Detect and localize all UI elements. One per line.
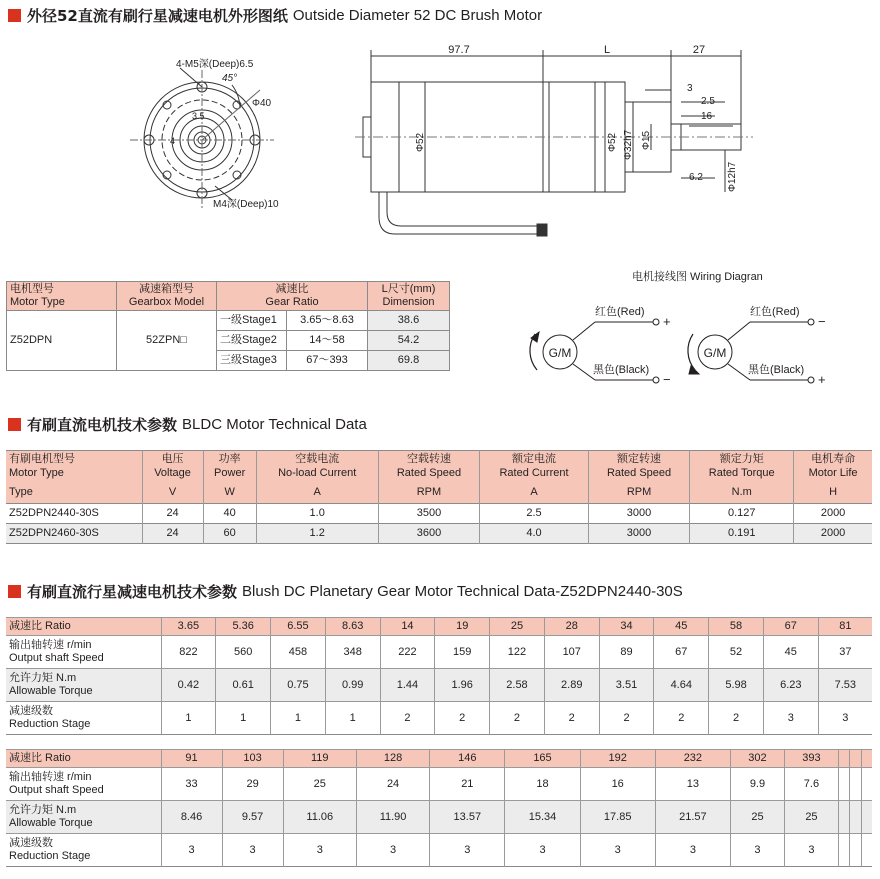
gear-value-cell: 2.58 <box>490 669 545 702</box>
section1-title-en: Outside Diameter 52 DC Brush Motor <box>292 6 543 24</box>
label-pcd: Φ40 <box>252 98 272 109</box>
dim-25: 2.5 <box>701 96 715 107</box>
gear-value-cell: 2 <box>654 702 709 735</box>
motor-symbol-right: G/M <box>703 346 727 360</box>
gear-value-cell: 81 <box>818 618 872 636</box>
gear-value-cell: 37 <box>818 636 872 669</box>
stage-dim: 54.2 <box>368 331 450 351</box>
gear-value-cell: 25 <box>730 801 784 834</box>
gear-value-cell: 58 <box>709 618 764 636</box>
ratio-row <box>6 618 872 636</box>
gear-value-cell: 3 <box>580 834 655 867</box>
label-m4: M4深(Deep)10 <box>213 199 279 210</box>
gear-value-cell: 107 <box>544 636 599 669</box>
dim-gear: L <box>603 44 611 56</box>
unit-cell: H <box>794 481 872 503</box>
section3-title-en: Blush DC Planetary Gear Motor Technical Data-Z52DPN2440-30S <box>242 582 683 600</box>
header-cell: 空载转速 Rated Speed <box>378 451 479 482</box>
gear-value-cell: 560 <box>216 636 271 669</box>
gear-value-cell: 0.61 <box>216 669 271 702</box>
table-row <box>6 523 872 543</box>
unit-cell: A <box>256 481 378 503</box>
header-gearbox: 减速箱型号 Gearbox Model <box>117 282 217 311</box>
unit-cell: N.m <box>690 481 794 503</box>
gear-value-cell: 1 <box>271 702 326 735</box>
header-cell: 电机寿命 Motor Life <box>794 451 872 482</box>
gear-value-cell: 393 <box>784 750 838 768</box>
gear-value-cell: 45 <box>763 636 818 669</box>
cell: 3500 <box>378 503 479 523</box>
section1-title-cn: 外径52直流有刷行星减速电机外形图纸 <box>27 6 288 25</box>
gear-value-cell: 2 <box>544 702 599 735</box>
header-motor-type: 电机型号 Motor Type <box>7 282 117 311</box>
gear-value-cell: 0.75 <box>271 669 326 702</box>
bldc-unit-row <box>6 481 872 503</box>
left-top-label: 红色(Red) <box>595 306 645 318</box>
gear-value-cell: 1 <box>161 702 216 735</box>
motor-type-value: Z52DPN <box>7 311 117 371</box>
cell: 1.0 <box>256 503 378 523</box>
gear-value-cell: 91 <box>161 750 222 768</box>
speed-row <box>6 636 872 669</box>
gear-value-cell: 9.57 <box>222 801 283 834</box>
gear-value-cell: 33 <box>161 768 222 801</box>
wiring-diagram <box>515 290 855 400</box>
bldc-table <box>6 450 872 544</box>
right-bottom-sign: + <box>818 372 826 387</box>
section3-title <box>8 580 683 602</box>
cell: 40 <box>203 503 256 523</box>
gear-value-cell <box>862 834 872 867</box>
gear-value-cell: 2 <box>490 702 545 735</box>
cell: Z52DPN2440-30S <box>6 503 142 523</box>
row-label: 减速比 Ratio <box>6 618 161 636</box>
row-label: 减速级数 Reduction Stage <box>6 834 161 867</box>
gear-value-cell: 8.46 <box>161 801 222 834</box>
gear-value-cell: 9.9 <box>730 768 784 801</box>
gear-value-cell: 119 <box>283 750 356 768</box>
gear-value-cell <box>850 801 862 834</box>
dim-16: 16 <box>701 111 713 122</box>
gear-value-cell: 222 <box>380 636 435 669</box>
gear-value-cell: 2 <box>435 702 490 735</box>
cell: 1.2 <box>256 523 378 543</box>
stage-row <box>6 702 872 735</box>
gear-value-cell: 5.98 <box>709 669 764 702</box>
model-table <box>6 281 450 371</box>
gear-value-cell: 1.44 <box>380 669 435 702</box>
gear-table-2 <box>6 749 872 867</box>
gear-value-cell: 3.65 <box>161 618 216 636</box>
gear-value-cell: 25 <box>784 801 838 834</box>
label-angle: 45° <box>222 73 238 84</box>
left-bottom-sign: − <box>663 372 671 387</box>
cell: 24 <box>142 523 203 543</box>
side-view-drawing <box>355 42 755 252</box>
cell: 0.191 <box>690 523 794 543</box>
gear-value-cell <box>838 750 850 768</box>
unit-cell: RPM <box>378 481 479 503</box>
gear-value-cell: 159 <box>435 636 490 669</box>
bldc-header-row <box>6 451 872 482</box>
gear-value-cell: 11.06 <box>283 801 356 834</box>
gear-value-cell: 13.57 <box>430 801 505 834</box>
gear-value-cell: 7.6 <box>784 768 838 801</box>
torque-row <box>6 801 872 834</box>
gear-value-cell: 2 <box>709 702 764 735</box>
stage-label: 二级Stage2 <box>217 331 287 351</box>
gear-value-cell: 3 <box>430 834 505 867</box>
gear-value-cell <box>862 750 872 768</box>
gear-value-cell: 192 <box>580 750 655 768</box>
gear-value-cell: 18 <box>505 768 580 801</box>
gear-value-cell <box>862 768 872 801</box>
gear-value-cell: 3 <box>161 834 222 867</box>
dim-3: 3 <box>687 83 693 94</box>
gear-value-cell: 7.53 <box>818 669 872 702</box>
gear-value-cell: 52 <box>709 636 764 669</box>
label-shaft-d: 3.5 <box>192 111 205 121</box>
gear-value-cell: 21 <box>430 768 505 801</box>
gear-value-cell: 29 <box>222 768 283 801</box>
gear-value-cell: 3 <box>283 834 356 867</box>
gear-value-cell: 4.64 <box>654 669 709 702</box>
cell: 3000 <box>588 523 689 543</box>
cell: 3600 <box>378 523 479 543</box>
dia-shaft: Φ12h7 <box>727 161 738 192</box>
wiring-title: 电机接线图 Wiring Diagran <box>632 271 763 283</box>
gear-value-cell: 1.96 <box>435 669 490 702</box>
dia-pilot: Φ32h7 <box>623 129 634 160</box>
gear-value-cell: 3 <box>222 834 283 867</box>
cell: 2000 <box>794 503 872 523</box>
gear-value-cell <box>838 801 850 834</box>
dim-body: 97.7 <box>448 44 470 56</box>
gear-value-cell: 302 <box>730 750 784 768</box>
section-marker <box>8 418 21 431</box>
row-label: 允许力矩 N.m Allowable Torque <box>6 669 161 702</box>
gear-value-cell: 3 <box>818 702 872 735</box>
header-cell: 有刷电机型号 Motor Type <box>9 453 75 479</box>
gear-value-cell: 3 <box>763 702 818 735</box>
stage-label: 三级Stage3 <box>217 351 287 371</box>
cell: 2.5 <box>480 503 589 523</box>
gear-value-cell: 13 <box>655 768 730 801</box>
section3-title-cn: 有刷直流行星减速电机技术参数 <box>27 582 238 601</box>
unit-cell: V <box>142 481 203 503</box>
torque-row <box>6 669 872 702</box>
stage-dim: 69.8 <box>368 351 450 371</box>
gear-value-cell: 122 <box>490 636 545 669</box>
gear-value-cell: 128 <box>356 750 429 768</box>
gear-value-cell: 3 <box>784 834 838 867</box>
motor-symbol-left: G/M <box>548 346 572 360</box>
gear-value-cell: 1 <box>216 702 271 735</box>
label-holes: 4-M5深(Deep)6.5 <box>176 59 254 70</box>
dia-boss: Φ15 <box>641 130 652 150</box>
dia-gear: Φ52 <box>607 132 618 152</box>
gear-value-cell: 232 <box>655 750 730 768</box>
unit-cell: A <box>480 481 589 503</box>
header-gear-ratio: 减速比 Gear Ratio <box>217 282 368 311</box>
dim-shaft: 27 <box>692 44 706 56</box>
row-label: 减速级数 Reduction Stage <box>6 702 161 735</box>
section2-title <box>8 413 367 435</box>
dim-62: 6.2 <box>689 172 703 183</box>
header-cell: 电压 Voltage <box>142 451 203 482</box>
gear-value-cell: 103 <box>222 750 283 768</box>
header-cell: 功率 Power <box>203 451 256 482</box>
gear-value-cell <box>838 834 850 867</box>
section-marker <box>8 9 21 22</box>
right-top-label: 红色(Red) <box>750 306 800 318</box>
speed-row <box>6 768 872 801</box>
left-top-sign: + <box>663 314 671 329</box>
front-view-drawing <box>120 50 340 220</box>
unit-cell: Type <box>9 485 33 498</box>
unit-cell: W <box>203 481 256 503</box>
header-cell: 空载电流 No-load Current <box>256 451 378 482</box>
section-marker <box>8 585 21 598</box>
row-label: 输出轴转速 r/min Output shaft Speed <box>6 636 161 669</box>
gear-value-cell: 21.57 <box>655 801 730 834</box>
gear-value-cell: 16 <box>580 768 655 801</box>
gear-value-cell: 34 <box>599 618 654 636</box>
gear-value-cell: 0.99 <box>325 669 380 702</box>
header-cell: 额定电流 Rated Current <box>480 451 589 482</box>
header-cell: 额定力矩 Rated Torque <box>690 451 794 482</box>
gear-value-cell: 24 <box>356 768 429 801</box>
gear-value-cell: 3 <box>655 834 730 867</box>
stage-dim: 38.6 <box>368 311 450 331</box>
gear-value-cell: 458 <box>271 636 326 669</box>
gear-value-cell: 6.55 <box>271 618 326 636</box>
cell: 2000 <box>794 523 872 543</box>
unit-cell: RPM <box>588 481 689 503</box>
gear-value-cell: 67 <box>763 618 818 636</box>
header-dimension: L尺寸(mm) Dimension <box>368 282 450 311</box>
cell: Z52DPN2460-30S <box>6 523 142 543</box>
section2-title-cn: 有刷直流电机技术参数 <box>27 415 178 434</box>
cell: 0.127 <box>690 503 794 523</box>
gear-value-cell <box>862 801 872 834</box>
gear-value-cell: 25 <box>283 768 356 801</box>
gear-value-cell <box>850 768 862 801</box>
dia-motor: Φ52 <box>415 132 426 152</box>
gear-value-cell: 28 <box>544 618 599 636</box>
cell: 60 <box>203 523 256 543</box>
gear-value-cell: 3 <box>505 834 580 867</box>
left-bottom-label: 黑色(Black) <box>593 364 650 376</box>
gear-value-cell: 45 <box>654 618 709 636</box>
row-label: 减速比 Ratio <box>6 750 161 768</box>
right-bottom-label: 黑色(Black) <box>748 364 805 376</box>
gear-value-cell: 146 <box>430 750 505 768</box>
gear-value-cell <box>850 834 862 867</box>
label-side: 4 <box>170 136 176 146</box>
gear-value-cell: 348 <box>325 636 380 669</box>
gear-value-cell: 2.89 <box>544 669 599 702</box>
row-label: 允许力矩 N.m Allowable Torque <box>6 801 161 834</box>
gear-value-cell: 3 <box>356 834 429 867</box>
right-top-sign: − <box>818 314 826 329</box>
stage-ratio: 67～393 <box>287 351 368 371</box>
stage-ratio: 14～58 <box>287 331 368 351</box>
section2-title-en: BLDC Motor Technical Data <box>182 415 367 433</box>
gear-value-cell: 67 <box>654 636 709 669</box>
gear-value-cell: 15.34 <box>505 801 580 834</box>
stage-row <box>6 834 872 867</box>
gear-value-cell: 3.51 <box>599 669 654 702</box>
cell: 24 <box>142 503 203 523</box>
row-label: 输出轴转速 r/min Output shaft Speed <box>6 768 161 801</box>
gear-value-cell: 17.85 <box>580 801 655 834</box>
stage-ratio: 3.65～8.63 <box>287 311 368 331</box>
ratio-row <box>6 750 872 768</box>
gear-value-cell: 25 <box>490 618 545 636</box>
gear-value-cell: 2 <box>380 702 435 735</box>
stage-label: 一级Stage1 <box>217 311 287 331</box>
gear-value-cell: 1 <box>325 702 380 735</box>
cell: 4.0 <box>480 523 589 543</box>
gearbox-value: 52ZPN□ <box>117 311 217 371</box>
gear-value-cell: 0.42 <box>161 669 216 702</box>
gear-value-cell: 89 <box>599 636 654 669</box>
gear-value-cell: 8.63 <box>325 618 380 636</box>
section1-title <box>8 4 542 26</box>
gear-value-cell: 2 <box>599 702 654 735</box>
gear-value-cell: 19 <box>435 618 490 636</box>
gear-value-cell: 6.23 <box>763 669 818 702</box>
table-row <box>6 503 872 523</box>
gear-value-cell: 822 <box>161 636 216 669</box>
cell: 3000 <box>588 503 689 523</box>
gear-value-cell: 5.36 <box>216 618 271 636</box>
gear-value-cell <box>838 768 850 801</box>
gear-value-cell: 3 <box>730 834 784 867</box>
gear-value-cell: 14 <box>380 618 435 636</box>
gear-table-1 <box>6 617 872 735</box>
header-cell: 额定转速 Rated Speed <box>588 451 689 482</box>
gear-value-cell <box>850 750 862 768</box>
gear-value-cell: 11.90 <box>356 801 429 834</box>
gear-value-cell: 165 <box>505 750 580 768</box>
